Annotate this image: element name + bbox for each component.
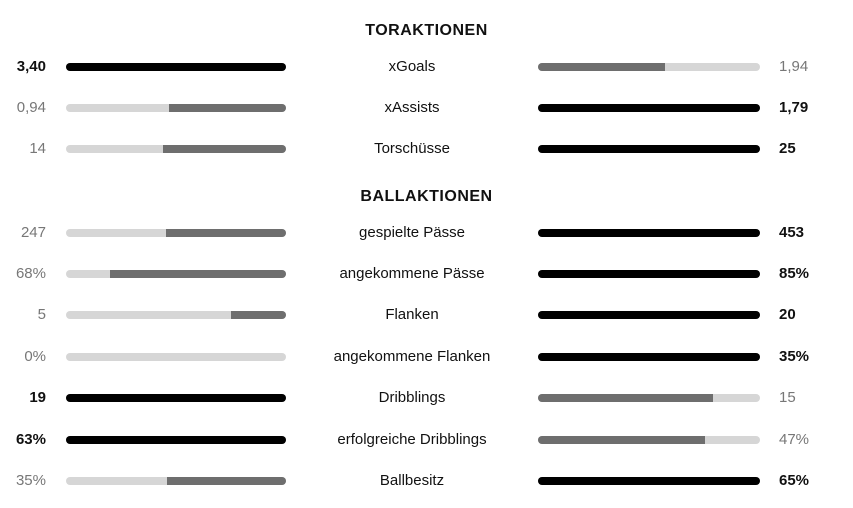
left-bar-track xyxy=(66,104,286,112)
left-value-label: 68% xyxy=(15,265,46,282)
stat-label: xGoals xyxy=(388,58,436,75)
stat-row xyxy=(0,303,853,327)
stat-label: xAssists xyxy=(384,99,440,116)
stat-row xyxy=(0,96,853,120)
left-value-label: 0,94 xyxy=(16,99,46,116)
right-bar xyxy=(538,104,760,112)
right-value-label: 453 xyxy=(779,224,805,241)
stat-label: angekommene Flanken xyxy=(333,348,491,365)
section-title: BALLAKTIONEN xyxy=(360,188,493,205)
right-bar-track xyxy=(538,311,760,319)
right-value-label: 15 xyxy=(779,389,796,406)
right-bar xyxy=(538,477,760,485)
right-bar-track xyxy=(538,104,760,112)
left-bar xyxy=(166,229,286,237)
right-bar-track xyxy=(538,229,760,237)
stat-row xyxy=(0,386,853,410)
right-bar-track xyxy=(538,145,760,153)
right-bar xyxy=(538,270,760,278)
left-value-label: 5 xyxy=(37,306,46,323)
stat-label: Torschüsse xyxy=(374,140,450,157)
left-bar-track xyxy=(66,270,286,278)
right-bar xyxy=(538,436,705,444)
left-bar-track xyxy=(66,353,286,361)
right-bar-track xyxy=(538,63,760,71)
stat-row xyxy=(0,469,853,493)
left-bar xyxy=(167,477,286,485)
right-bar xyxy=(538,353,760,361)
left-bar-track xyxy=(66,394,286,402)
left-bar xyxy=(66,63,286,71)
stat-row xyxy=(0,137,853,161)
right-bar xyxy=(538,394,713,402)
left-bar-track xyxy=(66,145,286,153)
right-value-label: 20 xyxy=(779,306,796,323)
left-bar-track xyxy=(66,436,286,444)
stat-label: gespielte Pässe xyxy=(359,224,465,241)
stat-label: Flanken xyxy=(385,306,439,323)
right-bar xyxy=(538,311,760,319)
right-bar-track xyxy=(538,394,760,402)
stat-row xyxy=(0,55,853,79)
right-bar-track xyxy=(538,436,760,444)
left-bar xyxy=(163,145,286,153)
left-bar xyxy=(231,311,286,319)
right-value-label: 85% xyxy=(779,265,810,282)
left-bar xyxy=(66,436,286,444)
stat-label: angekommene Pässe xyxy=(339,265,485,282)
left-bar-track xyxy=(66,63,286,71)
left-bar-track xyxy=(66,311,286,319)
right-value-label: 47% xyxy=(779,431,810,448)
right-value-label: 35% xyxy=(779,348,810,365)
left-value-label: 19 xyxy=(29,389,46,406)
right-value-label: 65% xyxy=(779,472,810,489)
left-value-label: 14 xyxy=(29,140,46,157)
right-bar xyxy=(538,63,665,71)
left-value-label: 35% xyxy=(15,472,46,489)
right-value-label: 1,79 xyxy=(779,99,809,116)
stat-row xyxy=(0,345,853,369)
stat-row xyxy=(0,221,853,245)
left-bar xyxy=(66,394,286,402)
right-bar-track xyxy=(538,353,760,361)
left-value-label: 63% xyxy=(15,431,46,448)
left-bar-track xyxy=(66,229,286,237)
right-bar xyxy=(538,229,760,237)
stat-row xyxy=(0,262,853,286)
left-bar xyxy=(110,270,286,278)
left-value-label: 247 xyxy=(20,224,46,241)
right-bar-track xyxy=(538,270,760,278)
section-title: TORAKTIONEN xyxy=(365,22,488,39)
right-bar xyxy=(538,145,760,153)
right-value-label: 1,94 xyxy=(779,58,809,75)
left-bar xyxy=(169,104,286,112)
left-bar-track xyxy=(66,477,286,485)
stat-label: Ballbesitz xyxy=(379,472,445,489)
stat-label: erfolgreiche Dribblings xyxy=(337,431,487,448)
right-bar-track xyxy=(538,477,760,485)
stat-label: Dribblings xyxy=(378,389,446,406)
right-value-label: 25 xyxy=(779,140,796,157)
stat-row xyxy=(0,428,853,452)
left-value-label: 0% xyxy=(24,348,46,365)
left-value-label: 3,40 xyxy=(16,58,46,75)
